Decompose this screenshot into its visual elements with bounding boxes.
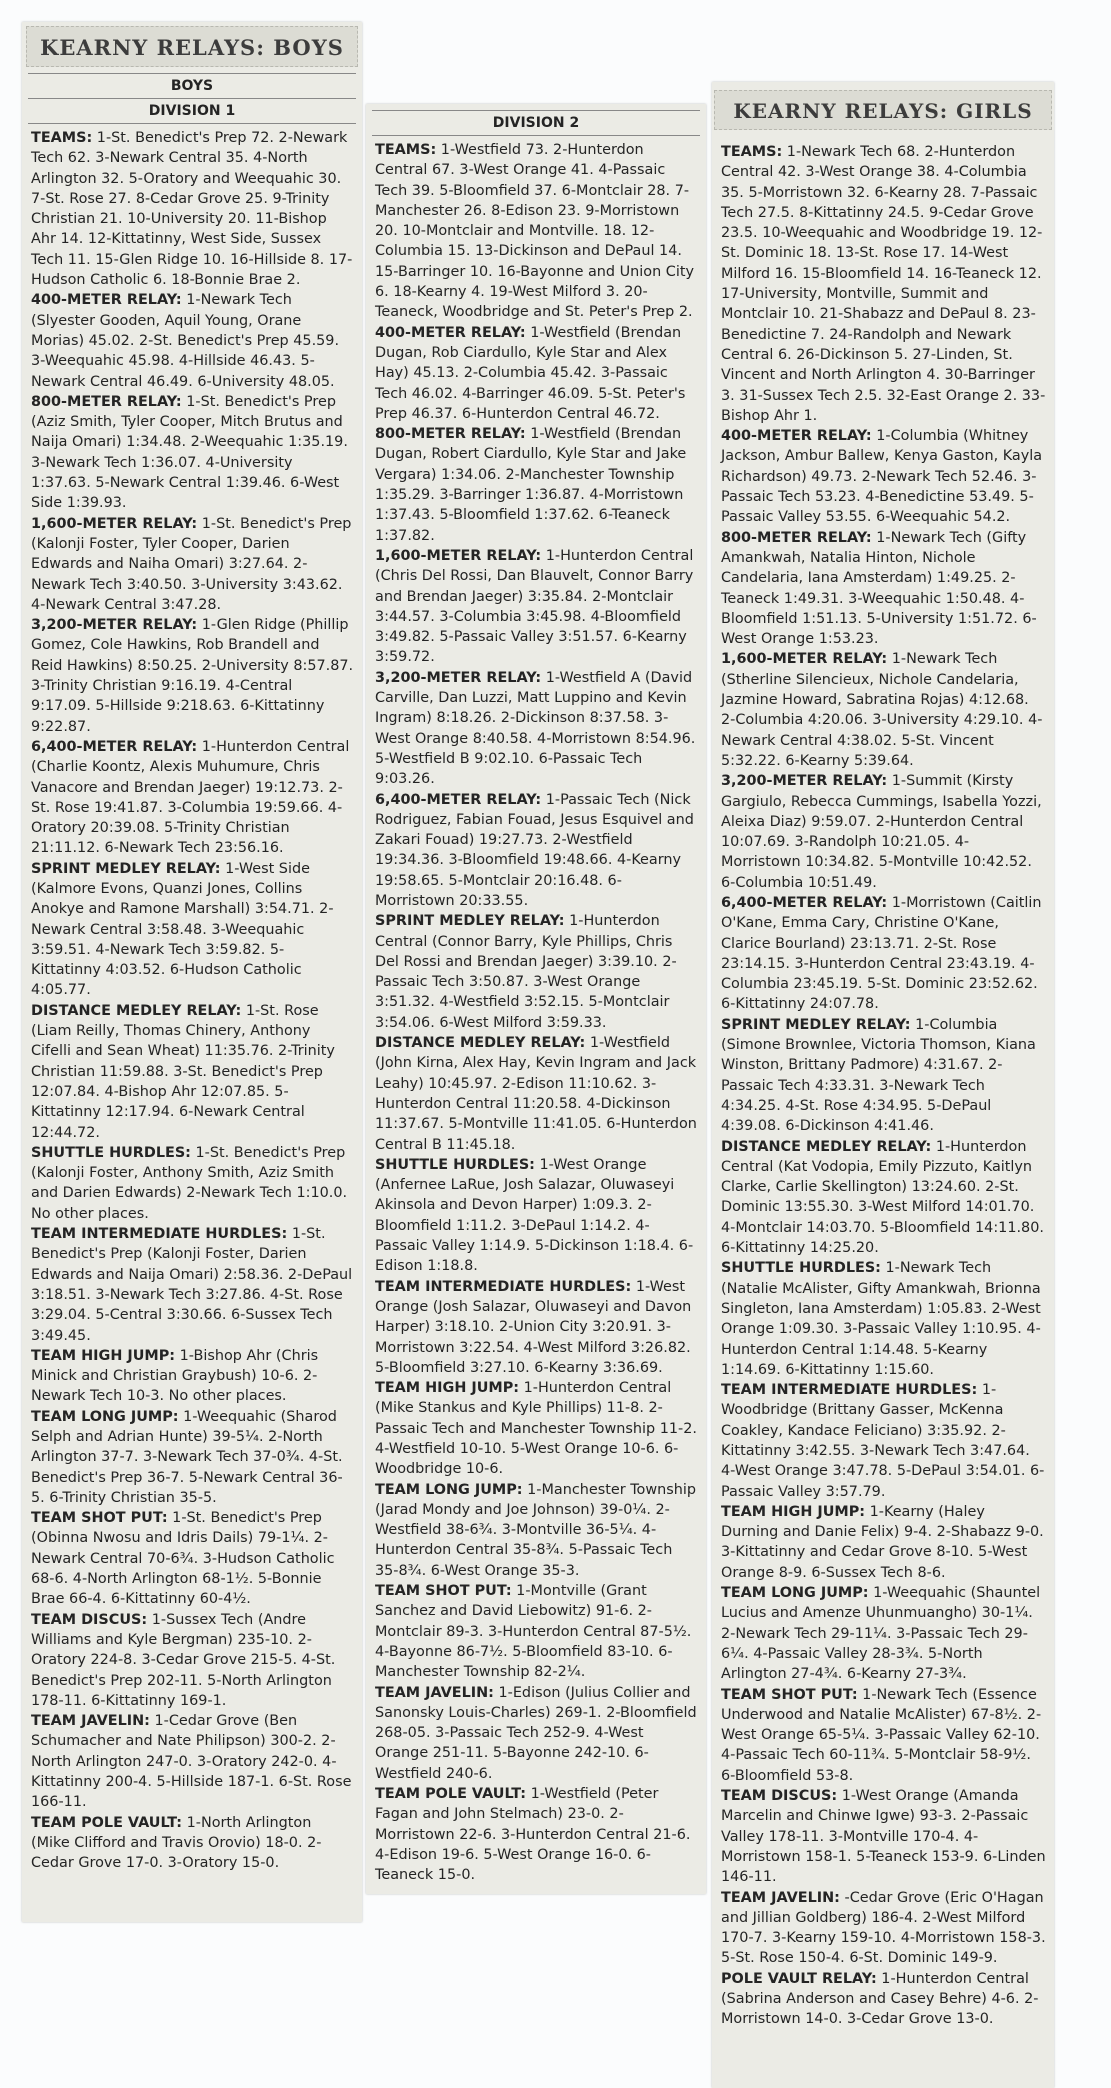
event-results: 1-Manchester Township (Jarad Mondy and Joe Johnson) 39-0¼. 2-Westfield 38-6¾. 3-Montville 36-5¼. 4-Hunterdon Central 35-8¾. 5-Passaic Tech 35-8¾. 6-West Orange 35-3. (375, 1481, 696, 1579)
event-label: TEAM SHOT PUT: (375, 1583, 512, 1600)
event-label: 1,600-METER RELAY: (375, 547, 542, 564)
event-results: 1-Westfield (John Kirna, Alex Hay, Kevin Ingram and Jack Leahy) 10:45.97. 2-Edison 11:10.62. 3-Hunterdon Central 11:20.58. 4-Dickinson 11:37.67. 5-Montville 11:41.05. 6-Hunterdon Central B 11:45.18. (375, 1035, 697, 1153)
division2-entry-team-high-jump (375, 1378, 698, 1479)
event-label: TEAM LONG JUMP: (31, 1408, 179, 1425)
division-1-heading: DIVISION 1 (28, 99, 356, 124)
division2-entry-team-intermediate-hurdles (375, 1277, 698, 1378)
girls-entry-team-high-jump (721, 1502, 1046, 1583)
event-results: 1-Kearny (Haley Durning and Danie Felix) 9-4. 2-Shabazz 9-0. 3-Kittatinny and Cedar Grove 8-10. 5-West Orange 8-9. 6-Sussex Tech 8-6. (721, 1503, 1044, 1581)
boys-entry-team-long-jump (31, 1407, 354, 1508)
event-label: DISTANCE MEDLEY RELAY: (721, 1138, 932, 1155)
division2-entry-team-pole-vault (375, 1784, 698, 1885)
event-label: 6,400-METER RELAY: (721, 894, 888, 911)
event-results: 1-St. Benedict's Prep (Kalonji Foster, Tyler Cooper, Darien Edwards and Naiha Omari) 3:27.64. 2-Newark Tech 3:40.50. 3-University 3:43.62. 4-Newark Central 3:47.28. (31, 515, 352, 613)
event-label: TEAM HIGH JUMP: (31, 1347, 176, 1364)
girls-entry-team-long-jump (721, 1583, 1046, 1684)
division-2-heading: DIVISION 2 (372, 110, 700, 136)
girls-entry-shuttle-hurdles (721, 1258, 1046, 1380)
event-label: TEAMS: (31, 130, 93, 146)
event-label: POLE VAULT RELAY: (721, 1970, 877, 1987)
division2-results (366, 136, 706, 1886)
girls-banner: KEARNY RELAYS: GIRLS (714, 90, 1052, 130)
event-results: 1-St. Benedict's Prep (Obinna Nwosu and Idris Dails) 79-1¼. 2-Newark Central 70-6¾. 3-Hudson Catholic 68-6. 4-North Arlington 68-1½. 5-Bonnie Brae 66-4. 6-Kittatinny 60-4½. (31, 1510, 335, 1608)
boys-entry-team-discus (31, 1610, 354, 1711)
girls-results (712, 138, 1054, 2030)
event-label: 800-METER RELAY: (31, 393, 182, 410)
event-results: 1-Westfield (Brendan Dugan, Rob Ciardullo, Kyle Star and Alex Hay) 45.13. 2-Columbia 45.42. 3-Passaic Tech 46.02. 4-Barringer 46.09. 5-St. Peter's Prep 46.37. 6-Hunterdon Central 46.72. (375, 324, 686, 422)
division2-entry-1-600-meter-relay (375, 546, 698, 668)
girls-entry-6-400-meter-relay (721, 893, 1046, 1015)
event-label: 1,600-METER RELAY: (721, 651, 888, 668)
event-results: 1-Newark Tech (Stherline Silencieux, Nichole Candelaria, Jazmine Howard, Sabratina Rojas) 4:12.68. 2-Columbia 4:20.06. 3-University 4:29.10. 4-Newark Central 4:38.02. 5-St. Vincent 5:32.22. 6-Kearny 5:39.64. (721, 651, 1043, 769)
event-results: 1-Hunterdon Central (Connor Barry, Kyle Phillips, Chris Del Rossi and Brendan Jaeger) 3:39.10. 2-Passaic Tech 3:50.87. 3-West Orange 3:51.32. 4-Westfield 3:52.15. 5-Montclair 3:54.06. 6-West Milford 3:59.33. (375, 913, 677, 1031)
event-label: TEAM HIGH JUMP: (375, 1380, 520, 1397)
event-label: TEAM INTERMEDIATE HURDLES: (31, 1226, 288, 1243)
girls-entry-team-intermediate-hurdles (721, 1380, 1046, 1502)
event-results: 1-North Arlington (Mike Clifford and Travis Orovio) 18-0. 2-Cedar Grove 17-0. 3-Oratory 15-0. (31, 1814, 322, 1872)
event-label: TEAM POLE VAULT: (31, 1814, 183, 1831)
event-label: SPRINT MEDLEY RELAY: (31, 860, 221, 877)
girls-clipping (712, 82, 1054, 2088)
girls-entry-teams (721, 142, 1046, 426)
division2-entry-teams (375, 140, 698, 323)
event-results: -Cedar Grove (Eric O'Hagan and Jillian Goldberg) 186-4. 2-West Milford 170-7. 3-Kearny 159-10. 4-Morristown 158-3. 5-St. Rose 150-4. 6-St. Dominic 149-9. (721, 1889, 1046, 1967)
event-label: TEAM JAVELIN: (31, 1713, 150, 1730)
event-label: TEAM INTERMEDIATE HURDLES: (375, 1278, 632, 1295)
girls-entry-team-shot-put (721, 1685, 1046, 1786)
boys-entry-shuttle-hurdles (31, 1143, 354, 1224)
division2-entry-3-200-meter-relay (375, 668, 698, 790)
boys-entry-6-400-meter-relay (31, 737, 354, 859)
event-results: 1-Westfield 73. 2-Hunterdon Central 67. 3-West Orange 41. 4-Passaic Tech 39. 5-Bloomfield 37. 6-Montclair 28. 7-Manchester 26. 8-Edison 23. 9-Morristown 20. 10-Montclair and Montville. 18. 12-Columbia 15. 13-Dickinson and DePaul 14. 15-Barringer 10. 16-Bayonne and Union City 6. 18-Kearny 4. 19-West Milford 3. 20-Teaneck, Woodbridge and St. Peter's Prep 2. (375, 142, 694, 321)
event-results: 1-St. Benedict's Prep 72. 2-Newark Tech 62. 3-Newark Central 35. 4-North Arlington 32. 5-Oratory and Weequahic 30. 7-St. Rose 27. 8-Cedar Grove 25. 9-Trinity Christian 21. 10-University 20. 11-Bishop Ahr 14. 12-Kittatinny, West Side, Sussex Tech 11. 15-Glen Ridge 10. 16-Hillside 8. 17-Hudson Catholic 6. 18-Bonnie Brae 2. (31, 130, 353, 289)
girls-entry-1-600-meter-relay (721, 649, 1046, 771)
event-results: 1-West Orange (Josh Salazar, Oluwaseyi and Davon Harper) 3:18.10. 2-Union City 3:20.91. 3-Morristown 3:22.54. 4-West Milford 3:26.82. 5-Bloomfield 3:27.10. 6-Kearny 3:36.69. (375, 1278, 692, 1376)
event-results: 1-St. Benedict's Prep (Kalonji Foster, Darien Edwards and Naija Omari) 2:58.36. 2-DePaul 3:18.51. 3-Newark Tech 3:27.86. 4-St. Rose 3:29.04. 5-Central 3:30.66. 6-Sussex Tech 3:49.45. (31, 1226, 353, 1344)
division2-entry-400-meter-relay (375, 323, 698, 424)
event-label: DISTANCE MEDLEY RELAY: (31, 1002, 242, 1019)
girls-entry-distance-medley-relay (721, 1137, 1046, 1259)
event-results: 1-Newark Tech (Essence Underwood and Natalie McAlister) 67-8½. 2-West Orange 65-5¼. 3-Passaic Valley 62-10. 4-Passaic Tech 60-11¾. 5-Montclair 58-9½. 6-Bloomfield 53-8. (721, 1686, 1042, 1784)
girls-entry-800-meter-relay (721, 528, 1046, 650)
event-results: 1-West Side (Kalmore Evons, Quanzi Jones, Collins Anokye and Ramone Marshall) 3:54.71. 2-Newark Central 3:58.48. 3-Weequahic 3:59.51. 4-Newark Tech 3:59.82. 5-Kittatinny 4:03.52. 6-Hudson Catholic 4:05.77. (31, 860, 334, 999)
event-label: TEAM SHOT PUT: (721, 1686, 858, 1703)
event-results: 1-Newark Tech (Slyester Gooden, Aquil Young, Orane Morias) 45.02. 2-St. Benedict's Prep 45.59. 3-Weequahic 45.98. 4-Hillside 46.43. 5-Newark Central 46.49. 6-University 48.05. (31, 292, 340, 390)
boys-division1-clipping (22, 22, 362, 1922)
event-label: 800-METER RELAY: (721, 529, 872, 546)
event-results: 1-Westfield (Peter Fagan and John Stelmach) 23-0. 2-Morristown 22-6. 3-Hunterdon Central 21-6. 4-Edison 19-6. 5-West Orange 16-0. 6-Teaneck 15-0. (375, 1786, 691, 1884)
event-results: 1-Hunterdon Central (Chris Del Rossi, Dan Blauvelt, Connor Barry and Brendan Jaeger) 3:35.84. 2-Montclair 3:44.57. 3-Columbia 3:45.98. 4-Bloomfield 3:49.82. 5-Passaic Valley 3:51.57. 6-Kearny 3:59.72. (375, 547, 694, 666)
girls-entry-team-discus (721, 1786, 1046, 1887)
event-results: 1-Woodbridge (Brittany Gasser, McKenna Coakley, Kandace Feliciano) 3:35.92. 2-Kittatinny 3:42.55. 3-Newark Tech 3:47.64. 4-West Orange 3:47.78. 5-DePaul 3:54.01. 6-Passaic Valley 3:57.79. (721, 1382, 1045, 1500)
boys-section-heading: BOYS (28, 73, 356, 99)
event-results: 1-Columbia (Whitney Jackson, Ambur Ballew, Kenya Gaston, Kayla Richardson) 49.73. 2-Newark Tech 52.46. 3-Passaic Tech 53.23. 4-Benedictine 53.49. 5-Passaic Valley 53.55. 6-Weequahic 54.2. (721, 428, 1043, 526)
event-results: 1-Summit (Kirsty Gargiulo, Rebecca Cummings, Isabella Yozzi, Aleixa Diaz) 9:59.07. 2-Hunterdon Central 10:07.69. 3-Randolph 10:21.05. 4-Morristown 10:34.82. 5-Montville 10:42.52. 6-Columbia 10:51.49. (721, 773, 1042, 891)
event-label: SPRINT MEDLEY RELAY: (375, 913, 565, 930)
boys-entry-team-pole-vault (31, 1813, 354, 1874)
event-results: 1-West Orange (Amanda Marcelin and Chinwe Igwe) 93-3. 2-Passaic Valley 178-11. 3-Montville 170-4. 4-Morristown 158-1. 5-Teaneck 153-9. 6-Linden 146-11. (721, 1788, 1046, 1886)
event-results: 1-West Orange (Anfernee LaRue, Josh Salazar, Oluwaseyi Akinsola and Devon Harper) 1:09.3. 2-Bloomfield 1:11.2. 3-DePaul 1:14.2. 4-Passaic Valley 1:14.9. 5-Dickinson 1:18.4. 6-Edison 1:18.8. (375, 1156, 694, 1275)
division2-entry-sprint-medley-relay (375, 911, 698, 1033)
event-label: TEAM SHOT PUT: (31, 1510, 168, 1527)
event-results: 1-Morristown (Caitlin O'Kane, Emma Cary, Christine O'Kane, Clarice Bourland) 23:13.71. 2-St. Rose 23:14.15. 3-Hunterdon Central 23:43.19. 4-Columbia 23:45.19. 5-St. Dominic 23:52.62. 6-Kittatinny 24:07.78. (721, 894, 1042, 1013)
event-label: TEAM LONG JUMP: (721, 1585, 869, 1602)
event-label: TEAM HIGH JUMP: (721, 1503, 866, 1520)
boys-entry-3-200-meter-relay (31, 615, 354, 737)
girls-entry-400-meter-relay (721, 426, 1046, 527)
event-label: TEAM JAVELIN: (721, 1889, 840, 1906)
event-label: TEAM DISCUS: (721, 1788, 838, 1805)
event-results: 1-Newark Tech 68. 2-Hunterdon Central 42. 3-West Orange 38. 4-Columbia 35. 5-Morristown 32. 6-Kearny 28. 7-Passaic Tech 27.5. 8-Kittatinny 24.5. 9-Cedar Grove 23.5. 10-Weequahic and Woodbridge 19. 12-St. Dominic 18. 13-St. Rose 17. 14-West Milford 16. 15-Bloomfield 14. 16-Teaneck 12. 17-University, Montville, Summit and Montclair 10. 21-Shabazz and DePaul 8. 23-Benedictine 7. 24-Randolph and Newark Central 6. 26-Dickinson 5. 27-Linden, St. Vincent and North Arlington 4. 30-Barringer 3. 31-Sussex Tech 2.5. 32-East Orange 2. 33-Bishop Ahr 1. (721, 144, 1046, 424)
event-label: 3,200-METER RELAY: (31, 617, 198, 634)
event-results: 1-Passaic Tech (Nick Rodriguez, Fabian Fouad, Jesus Esquivel and Zakari Fouad) 19:27.73. 2-Westfield 19:34.36. 3-Bloomfield 19:48.66. 4-Kearny 19:58.65. 5-Montclair 20:16.48. 6-Morristown 20:33.55. (375, 791, 694, 909)
event-label: 6,400-METER RELAY: (31, 738, 198, 755)
event-results: 1-Glen Ridge (Phillip Gomez, Cole Hawkins, Rob Brandell and Reid Hawkins) 8:50.25. 2-University 8:57.87. 3-Trinity Christian 9:16.19. 4-Central 9:17.09. 5-Hillside 9:218.63. 6-Kittatinny 9:22.87. (31, 617, 354, 735)
event-label: SHUTTLE HURDLES: (375, 1156, 535, 1173)
girls-entry-sprint-medley-relay (721, 1015, 1046, 1137)
event-label: 1,600-METER RELAY: (31, 515, 198, 532)
event-label: TEAMS: (375, 142, 437, 158)
division2-entry-800-meter-relay (375, 424, 698, 546)
boys-entry-team-javelin (31, 1711, 354, 1812)
event-label: DISTANCE MEDLEY RELAY: (375, 1035, 586, 1052)
event-label: SHUTTLE HURDLES: (721, 1260, 881, 1277)
event-label: 400-METER RELAY: (31, 292, 182, 309)
event-results: 1-Montville (Grant Sanchez and David Liebowitz) 91-6. 2-Montclair 89-3. 3-Hunterdon Central 87-5½. 4-Bayonne 86-7½. 5-Bloomfield 83-10. 6-Manchester Township 82-2¼. (375, 1583, 692, 1681)
division2-entry-team-long-jump (375, 1480, 698, 1581)
event-results: 1-Westfield A (David Carville, Dan Luzzi, Matt Luppino and Kevin Ingram) 8:18.26. 2-Dickinson 8:37.58. 3-West Orange 8:40.58. 4-Morristown 8:54.96. 5-Westfield B 9:02.10. 6-Passaic Tech 9:03.26. (375, 669, 696, 788)
boys-entry-400-meter-relay (31, 290, 354, 391)
event-label: TEAM DISCUS: (31, 1611, 148, 1628)
event-label: 800-METER RELAY: (375, 426, 526, 443)
event-results: 1-Hunterdon Central (Kat Vodopia, Emily Pizzuto, Kaitlyn Clarke, Carlie Skellington) 13:24.60. 2-St. Dominic 13:55.30. 3-West Milford 14:01.70. 4-Montclair 14:03.70. 5-Bloomfield 14:11.80. 6-Kittatinny 14:25.20. (721, 1138, 1044, 1257)
girls-entry-team-javelin (721, 1888, 1046, 1969)
event-results: 1-St. Benedict's Prep (Aziz Smith, Tyler Cooper, Mitch Brutus and Naija Omari) 1:34.48. 2-Weequahic 1:35.19. 3-Newark Tech 1:36.07. 4-University 1:37.63. 5-Newark Central 1:39.46. 6-West Side 1:39.93. (31, 393, 348, 512)
event-results: 1-Hunterdon Central (Sabrina Anderson and Casey Behre) 4-6. 2-Morristown 14-0. 3-Cedar Grove 13-0. (721, 1970, 1039, 2028)
division2-entry-team-shot-put (375, 1581, 698, 1682)
boys-entry-800-meter-relay (31, 392, 354, 514)
event-results: 1-Weequahic (Sharod Selph and Adrian Hunte) 39-5¼. 2-North Arlington 37-7. 3-Newark Tech 37-0¾. 4-St. Benedict's Prep 36-7. 5-Newark Central 36-5. 6-Trinity Christian 35-5. (31, 1408, 343, 1506)
event-label: 3,200-METER RELAY: (375, 669, 542, 686)
event-results: 1-Cedar Grove (Ben Schumacher and Nate Philipson) 300-2. 2-North Arlington 247-0. 3-Oratory 242-0. 4-Kittatinny 200-4. 5-Hillside 187-1. 6-St. Rose 166-11. (31, 1713, 352, 1811)
boys-entry-distance-medley-relay (31, 1001, 354, 1143)
event-label: 3,200-METER RELAY: (721, 773, 888, 790)
division2-entry-distance-medley-relay (375, 1033, 698, 1155)
event-label: TEAM POLE VAULT: (375, 1786, 527, 1803)
division2-entry-6-400-meter-relay (375, 790, 698, 912)
boys-entry-team-intermediate-hurdles (31, 1224, 354, 1346)
event-results: 1-Newark Tech (Natalie McAlister, Gifty Amankwah, Brionna Singleton, Iana Amsterdam) 1:05.83. 2-West Orange 1:09.30. 3-Passaic Valley 1:10.95. 4-Hunterdon Central 1:14.48. 5-Kearny 1:14.69. 6-Kittatinny 1:15.60. (721, 1260, 1041, 1378)
event-results: 1-St. Benedict's Prep (Kalonji Foster, Anthony Smith, Aziz Smith and Darien Edwards) 2-Newark Tech 1:10.0. No other places. (31, 1144, 348, 1222)
girls-entry-3-200-meter-relay (721, 771, 1046, 893)
boys-entry-team-high-jump (31, 1346, 354, 1407)
boys-entry-team-shot-put (31, 1508, 354, 1609)
event-results: 1-Columbia (Simone Brownlee, Victoria Thomson, Kiana Winston, Brittany Padmore) 4:31.67. 2-Passaic Tech 4:33.31. 3-Newark Tech 4:34.25. 4-St. Rose 4:34.95. 5-DePaul 4:39.08. 6-Dickinson 4:41.46. (721, 1016, 1036, 1135)
girls-entry-pole-vault-relay (721, 1969, 1046, 2030)
event-label: 6,400-METER RELAY: (375, 791, 542, 808)
event-results: 1-Weequahic (Shauntel Lucius and Amenze Uhunmuangho) 30-1¼. 2-Newark Tech 29-11¼. 3-Passaic Tech 29-6¼. 4-Passaic Valley 28-3¾. 5-North Arlington 27-4¾. 6-Kearny 27-3¾. (721, 1585, 1041, 1683)
event-results: 1-Newark Tech (Gifty Amankwah, Natalia Hinton, Nichole Candelaria, Iana Amsterdam) 1:49.25. 2-Teaneck 1:49.31. 3-Weequahic 1:50.48. 4-Bloomfield 1:51.13. 5-University 1:51.72. 6-West Orange 1:53.23. (721, 529, 1037, 648)
event-results: 1-Edison (Julius Collier and Sanonsky Louis-Charles) 269-1. 2-Bloomfield 268-05. 3-Passaic Tech 252-9. 4-West Orange 251-11. 5-Bayonne 242-10. 6-Westfield 240-6. (375, 1684, 697, 1782)
event-label: SPRINT MEDLEY RELAY: (721, 1016, 911, 1033)
event-label: 400-METER RELAY: (721, 428, 872, 445)
division2-clipping (366, 104, 706, 1894)
event-label: 400-METER RELAY: (375, 324, 526, 341)
event-results: 1-Hunterdon Central (Charlie Koontz, Alexis Muhumure, Chris Vanacore and Brendan Jaeger) 19:12.73. 2-St. Rose 19:41.87. 3-Columbia 19:59.66. 4-Oratory 20:39.08. 5-Trinity Christian 21:11.12. 6-Newark Tech 23:56.16. (31, 738, 350, 857)
boys-results (22, 124, 362, 1874)
event-results: 1-Westfield (Brendan Dugan, Robert Ciardullo, Kyle Star and Jake Vergara) 1:34.06. 2-Manchester Township 1:35.29. 3-Barringer 1:36.87. 4-Morristown 1:37.43. 5-Bloomfield 1:37.62. 6-Teaneck 1:37.82. (375, 426, 687, 544)
event-label: TEAMS: (721, 144, 783, 160)
event-label: TEAM INTERMEDIATE HURDLES: (721, 1382, 978, 1399)
event-results: 1-St. Rose (Liam Reilly, Thomas Chinery, Anthony Cifelli and Sean Wheat) 11:35.76. 2-Trinity Christian 11:59.88. 3-St. Benedict's Prep 12:07.84. 4-Bishop Ahr 12:07.85. 5-Kittatinny 12:17.94. 6-Newark Central 12:44.72. (31, 1002, 335, 1141)
boys-entry-1-600-meter-relay (31, 514, 354, 615)
event-results: 1-Hunterdon Central (Mike Stankus and Kyle Phillips) 11-8. 2-Passaic Tech and Manchester Township 11-2. 4-Westfield 10-10. 5-West Orange 10-6. 6-Woodbridge 10-6. (375, 1380, 697, 1478)
division2-entry-team-javelin (375, 1683, 698, 1784)
boys-entry-teams (31, 128, 354, 290)
division2-entry-shuttle-hurdles (375, 1155, 698, 1277)
boys-entry-sprint-medley-relay (31, 859, 354, 1001)
event-results: 1-Bishop Ahr (Chris Minick and Christian Graybush) 10-6. 2-Newark Tech 10-3. No other places. (31, 1347, 319, 1405)
boys-banner: KEARNY RELAYS: BOYS (26, 26, 358, 67)
event-label: SHUTTLE HURDLES: (31, 1144, 191, 1161)
event-results: 1-Sussex Tech (Andre Williams and Kyle Bergman) 235-10. 2-Oratory 224-8. 3-Cedar Grove 215-5. 4-St. Benedict's Prep 202-11. 5-North Arlington 178-11. 6-Kittatinny 169-1. (31, 1611, 336, 1709)
event-label: TEAM JAVELIN: (375, 1684, 494, 1701)
event-label: TEAM LONG JUMP: (375, 1481, 523, 1498)
